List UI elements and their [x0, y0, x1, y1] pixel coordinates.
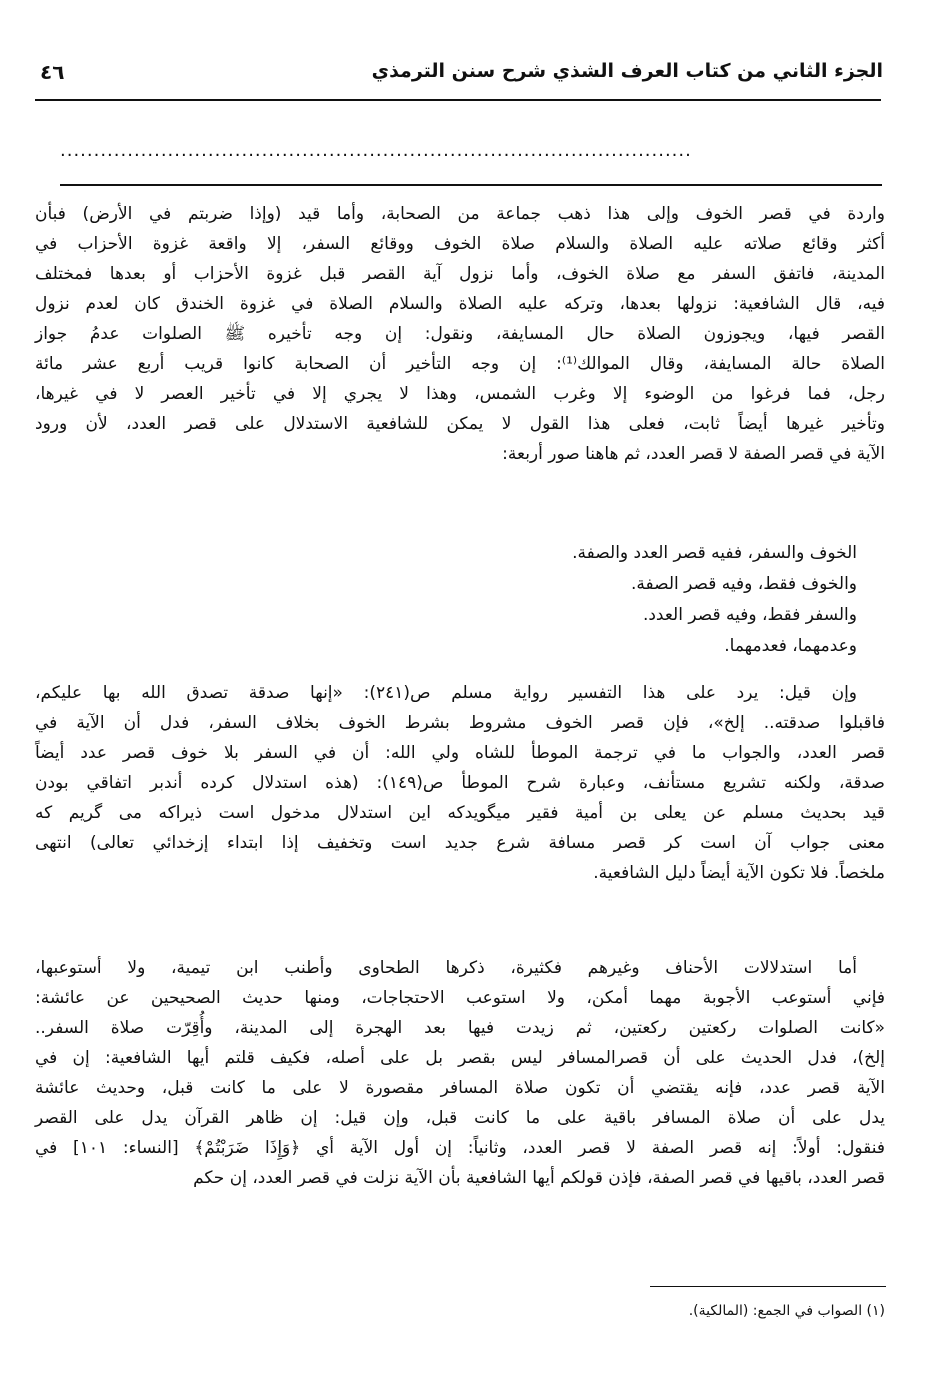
- body-top-rule: [60, 184, 882, 186]
- text-line: فنقول: أولاً: إنه قصر الصفة لا قصر العدد، وثانياً: إن أول الآية أي ﴿وَإِذَا ضَرَبْتُمْ﴾ [النساء: ١٠١] في: [35, 1138, 885, 1158]
- text-line: والخوف فقط، وفيه قصر الصفة.: [630, 574, 857, 594]
- text-line: فيه، قال الشافعية: نزولها بعدها، وتركه عليه الصلاة والسلام الصلاة في غزوة الخندق كان لعدم نزول: [35, 294, 885, 314]
- text-line: الآية في قصر الصفة لا قصر العدد، ثم هاهنا صور أربعة:: [502, 444, 885, 464]
- text-line: قصر العدد، والجواب ما في ترجمة الموطأ للشاه ولي الله: أن في السفر بلا خوف قصر عدد أيضاً: [35, 743, 885, 763]
- text-line: «كانت الصلوات ركعتين ركعتين، ثم زيدت فيها بعد الهجرة إلى المدينة، وأُقِرّت صلاة السفر..: [35, 1018, 885, 1038]
- text-line: وعدمهما، فعدمهما.: [724, 636, 857, 656]
- text-line: قيد بحديث مسلم عن يعلى بن أمية فقير ميگويدكه اين استدلال مدخول است ذيراكه مى گريم كه: [35, 803, 885, 823]
- text-line: والسفر فقط، وفيه قصر العدد.: [642, 605, 857, 625]
- page-number: ٤٦: [40, 60, 65, 84]
- footnote-rule: [650, 1286, 886, 1287]
- text-line: وإن قيل: يرد على هذا التفسير رواية مسلم ص(٢٤١): «إنها صدقة تصدق الله بها عليكم،: [35, 683, 857, 703]
- text-line: ملخصاً. فلا تكون الآية أيضاً دليل الشافعية.: [593, 863, 885, 883]
- text-line: فاقبلوا صدقته.. إلخ»، فإن قصر الخوف مشروط بشرط الخوف بخلاف السفر، فدل أن الآية في: [35, 713, 885, 733]
- text-line: القصر فيها، ويجوزون الصلاة حال المسايفة، ونقول: إن وجه تأخيره ﷺ الصلوات عدمُ جواز: [35, 324, 885, 344]
- text-line: قصر العدد، باقيها في قصر الصفة، فإذن قولكم أيها الشافعية بأن الآية نزلت في قصر العدد، إن حكم: [193, 1168, 885, 1188]
- header-rule: [35, 99, 881, 101]
- text-line: فإني أستوعب الأجوبة مهما أمكن، ولا استوعب الاحتجاجات، ومنها حديث الصحيحين عن عائشة:: [35, 988, 885, 1008]
- elision-dots: ..............................................................................................: [60, 140, 692, 161]
- running-header-title: الجزء الثاني من كتاب العرف الشذي شرح سنن الترمذي: [371, 60, 883, 82]
- text-line: المدينة، فاتفق السفر مع صلاة الخوف، وأما نزول آية القصر قبل غزوة الأحزاب أو بعدها فمختلف: [35, 264, 885, 284]
- text-line: أكثر وقائع صلاته عليه الصلاة والسلام صلاة الخوف ووقائع السفر، إلا واقعة غزوة الأحزاب في: [35, 234, 885, 254]
- text-line: واردة في قصر الخوف وإلى هذا ذهب جماعة من الصحابة، وأما قيد (وإذا ضربتم في الأرض) فبأن: [35, 204, 885, 224]
- text-line: معنى جواب آن است كر قصر مسافة شرع جديد است وتخفيف إذا ابتداء إزخدائي تعالى) انتهى: [35, 833, 885, 853]
- footnote: (١) الصواب في الجمع: (المالكية).: [688, 1303, 885, 1319]
- text-line: الآية قصر عدد، فإنه يقتضي أن تكون صلاة المسافر مقصورة لا على ما كانت قبل، وحديث عائشة: [35, 1078, 885, 1098]
- text-line: أما استدلالات الأحناف وغيرهم فكثيرة، ذكرها الطحاوى وأطنب ابن تيمية، ولا أستوعبها،: [35, 958, 857, 978]
- text-line: الصلاة حالة المسايفة، وقال الموالك⁽¹⁾: إن وجه التأخير أن الصحابة كانوا قريب أربع عشر مائة: [35, 354, 885, 374]
- text-line: صدقة، ولكنه تشريع مستأنف، وعبارة شرح الموطأ ص(١٤٩): (هذه استدلال كرده أندبر اتفاقي بودن: [35, 773, 885, 793]
- text-line: الخوف والسفر، ففيه قصر العدد والصفة.: [572, 543, 857, 563]
- text-line: إلخ)، فدل الحديث على أن قصرالمسافر ليس بقصر بل على أصله، فكيف قلتم أيها الشافعية: إن في: [35, 1048, 885, 1068]
- text-line: يدل على أن صلاة المسافر باقية على ما كانت قبل، وإن قيل: إن ظاهر القرآن يدل على القصر: [35, 1108, 885, 1128]
- text-line: وتأخير غيرها أيضاً ثابت، فعلى هذا القول لا يمكن للشافعية الاستدلال على قصر العدد، لأن ورود: [35, 414, 885, 434]
- text-line: رجل، فما فرغوا من الوضوء إلا وغرب الشمس، وهذا لا يجري إلا في تأخير العصر لا في غيرها،: [35, 384, 885, 404]
